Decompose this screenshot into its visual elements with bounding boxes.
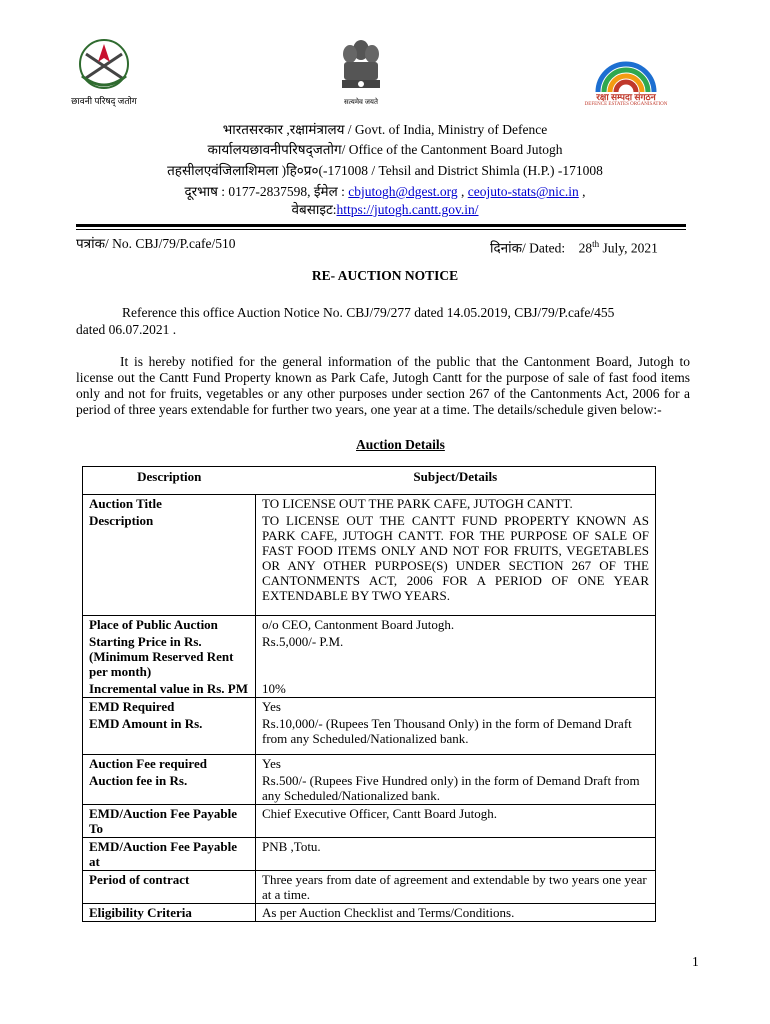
row-value: Yes (256, 698, 656, 716)
row-value: PNB ,Totu. (256, 838, 656, 871)
row-value: Rs.5,000/- P.M. (262, 634, 344, 649)
auction-details-heading: Auction Details (356, 437, 445, 452)
row-value: As per Auction Checklist and Terms/Conditions. (256, 904, 656, 922)
reference-number: पत्रांक/ No. CBJ/79/P.cafe/510 (76, 236, 236, 251)
table-row (83, 805, 656, 838)
email-link-2[interactable]: ceojuto-stats@nic.in (467, 184, 579, 199)
email-end: , (578, 184, 586, 199)
email-separator: , (457, 184, 468, 199)
national-emblem-logo (338, 34, 384, 112)
row-value: o/o CEO, Cantonment Board Jutogh. (256, 616, 656, 634)
row-label: Starting Price in Rs. (Minimum Reserved Rent per month) (83, 633, 256, 680)
defence-estates-logo (584, 36, 668, 108)
header-divider (76, 224, 686, 227)
table-row (83, 772, 656, 805)
phone-text: दूरभाष : 0177-2837598, ईमेल : (184, 184, 349, 199)
row-label: Eligibility Criteria (83, 904, 256, 922)
row-label: Period of contract (83, 871, 256, 904)
table-row (83, 698, 656, 716)
header-line-ministry: भारतसरकार ,रक्षामंत्रालय / Govt. of India, Ministry of Defence (222, 122, 548, 137)
row-value: Rs.500/- (Rupees Five Hundred only) in the form of Demand Draft from any Scheduled/Nationalized bank. (262, 773, 640, 803)
row-value: Rs.10,000/- (Rupees Ten Thousand Only) in the form of Demand Draft from any Scheduled/Nationalized bank. (262, 716, 632, 746)
website-label: वेबसाइट: (291, 202, 337, 217)
notice-date (490, 236, 658, 257)
table-row (83, 715, 656, 755)
emblem-caption: सत्यमेव जयते (344, 98, 378, 106)
table-row (83, 755, 656, 773)
row-label: EMD Amount in Rs. (83, 715, 256, 755)
row-label: Incremental value in Rs. PM (83, 680, 256, 698)
row-label: Place of Public Auction (83, 616, 256, 634)
row-value: Yes (256, 755, 656, 773)
date-month-year: July, 2021 (599, 240, 658, 256)
cantonment-board-logo (66, 36, 142, 108)
logo-subcaption-right: DEFENCE ESTATES ORGANISATION (584, 102, 668, 107)
header-divider-thin (76, 229, 686, 230)
notice-body-paragraph: It is hereby notified for the general information of the public that the Cantonment Board, Jutogh to license out the Cantt Fund Property known as Park Cafe, Jutogh Cantt for the purpose of sale of fast food items only and not for fruits, vegetables or any other purposes under section 267 of the Cantonments Act, 2006 for a period of three years extendable for further two years, one year at a time. The details/schedule given below:- (76, 354, 690, 417)
table-row (83, 838, 656, 871)
row-label: Auction fee in Rs. (83, 772, 256, 805)
row-label: Auction Fee required (83, 755, 256, 773)
row-label: Description (83, 512, 256, 616)
reference-paragraph-line2: dated 06.07.2021 . (76, 322, 177, 337)
table-row (83, 633, 656, 680)
table-row (83, 904, 656, 922)
email-link-1[interactable]: cbjutogh@dgest.org (348, 184, 458, 199)
column-header-description: Description (137, 469, 202, 484)
page-number: 1 (692, 954, 699, 969)
header-line-website (0, 200, 770, 220)
logo-caption-right: रक्षा सम्पदा संगठन (596, 92, 656, 102)
row-value: 10% (262, 681, 286, 696)
table-row (83, 495, 656, 513)
date-suffix-sup: th (592, 239, 600, 249)
table-header-row (83, 467, 656, 495)
row-value: TO LICENSE OUT THE CANTT FUND PROPERTY KNOWN AS PARK CAFE, JUTOGH CANTT. FOR THE PURPOSE OF SALE OF FAST FOOD ITEMS ONLY AND NOT FOR FRUITS, VEGETABLES OR ANY OTHER PURPOSE(S) UNDER SECTION 267 OF THE CANTONMENTS ACT, 2006 FOR A PERIOD OF ONE YEAR EXTENDABLE BY TWO YEARS. (262, 513, 649, 603)
row-value: Chief Executive Officer, Cantt Board Jutogh. (256, 805, 656, 838)
website-link[interactable]: https://jutogh.cantt.gov.in/ (336, 202, 479, 217)
date-prefix: दिनांक/ Dated: 28 (490, 240, 593, 256)
header-line-contact (0, 182, 770, 202)
header-line-office: कार्यालयछावनीपरिषद्जतोग/ Office of the Cantonment Board Jutogh (207, 142, 563, 157)
row-value: TO LICENSE OUT THE PARK CAFE, JUTOGH CANTT. (256, 495, 656, 513)
table-row (83, 512, 656, 616)
reference-paragraph-line1: Reference this office Auction Notice No. CBJ/79/277 dated 14.05.2019, CBJ/79/P.cafe/455 (122, 305, 615, 320)
row-label: Auction Title (83, 495, 256, 513)
row-label: EMD/Auction Fee Payable at (83, 838, 256, 871)
column-header-subject: Subject/Details (413, 469, 498, 484)
auction-details-table (82, 466, 656, 922)
table-row (83, 680, 656, 698)
row-value: Three years from date of agreement and extendable by two years one year at a time. (256, 871, 656, 904)
table-row (83, 871, 656, 904)
row-label: EMD Required (83, 698, 256, 716)
row-label: EMD/Auction Fee Payable To (83, 805, 256, 838)
notice-title: RE- AUCTION NOTICE (311, 268, 459, 283)
table-row (83, 616, 656, 634)
header-line-address: तहसीलएवंजिलाशिमला )हि०प्र०(-171008 / Tehsil and District Shimla (H.P.) -171008 (167, 163, 603, 178)
logo-caption: छावनी परिषद् जतोग (71, 96, 137, 106)
